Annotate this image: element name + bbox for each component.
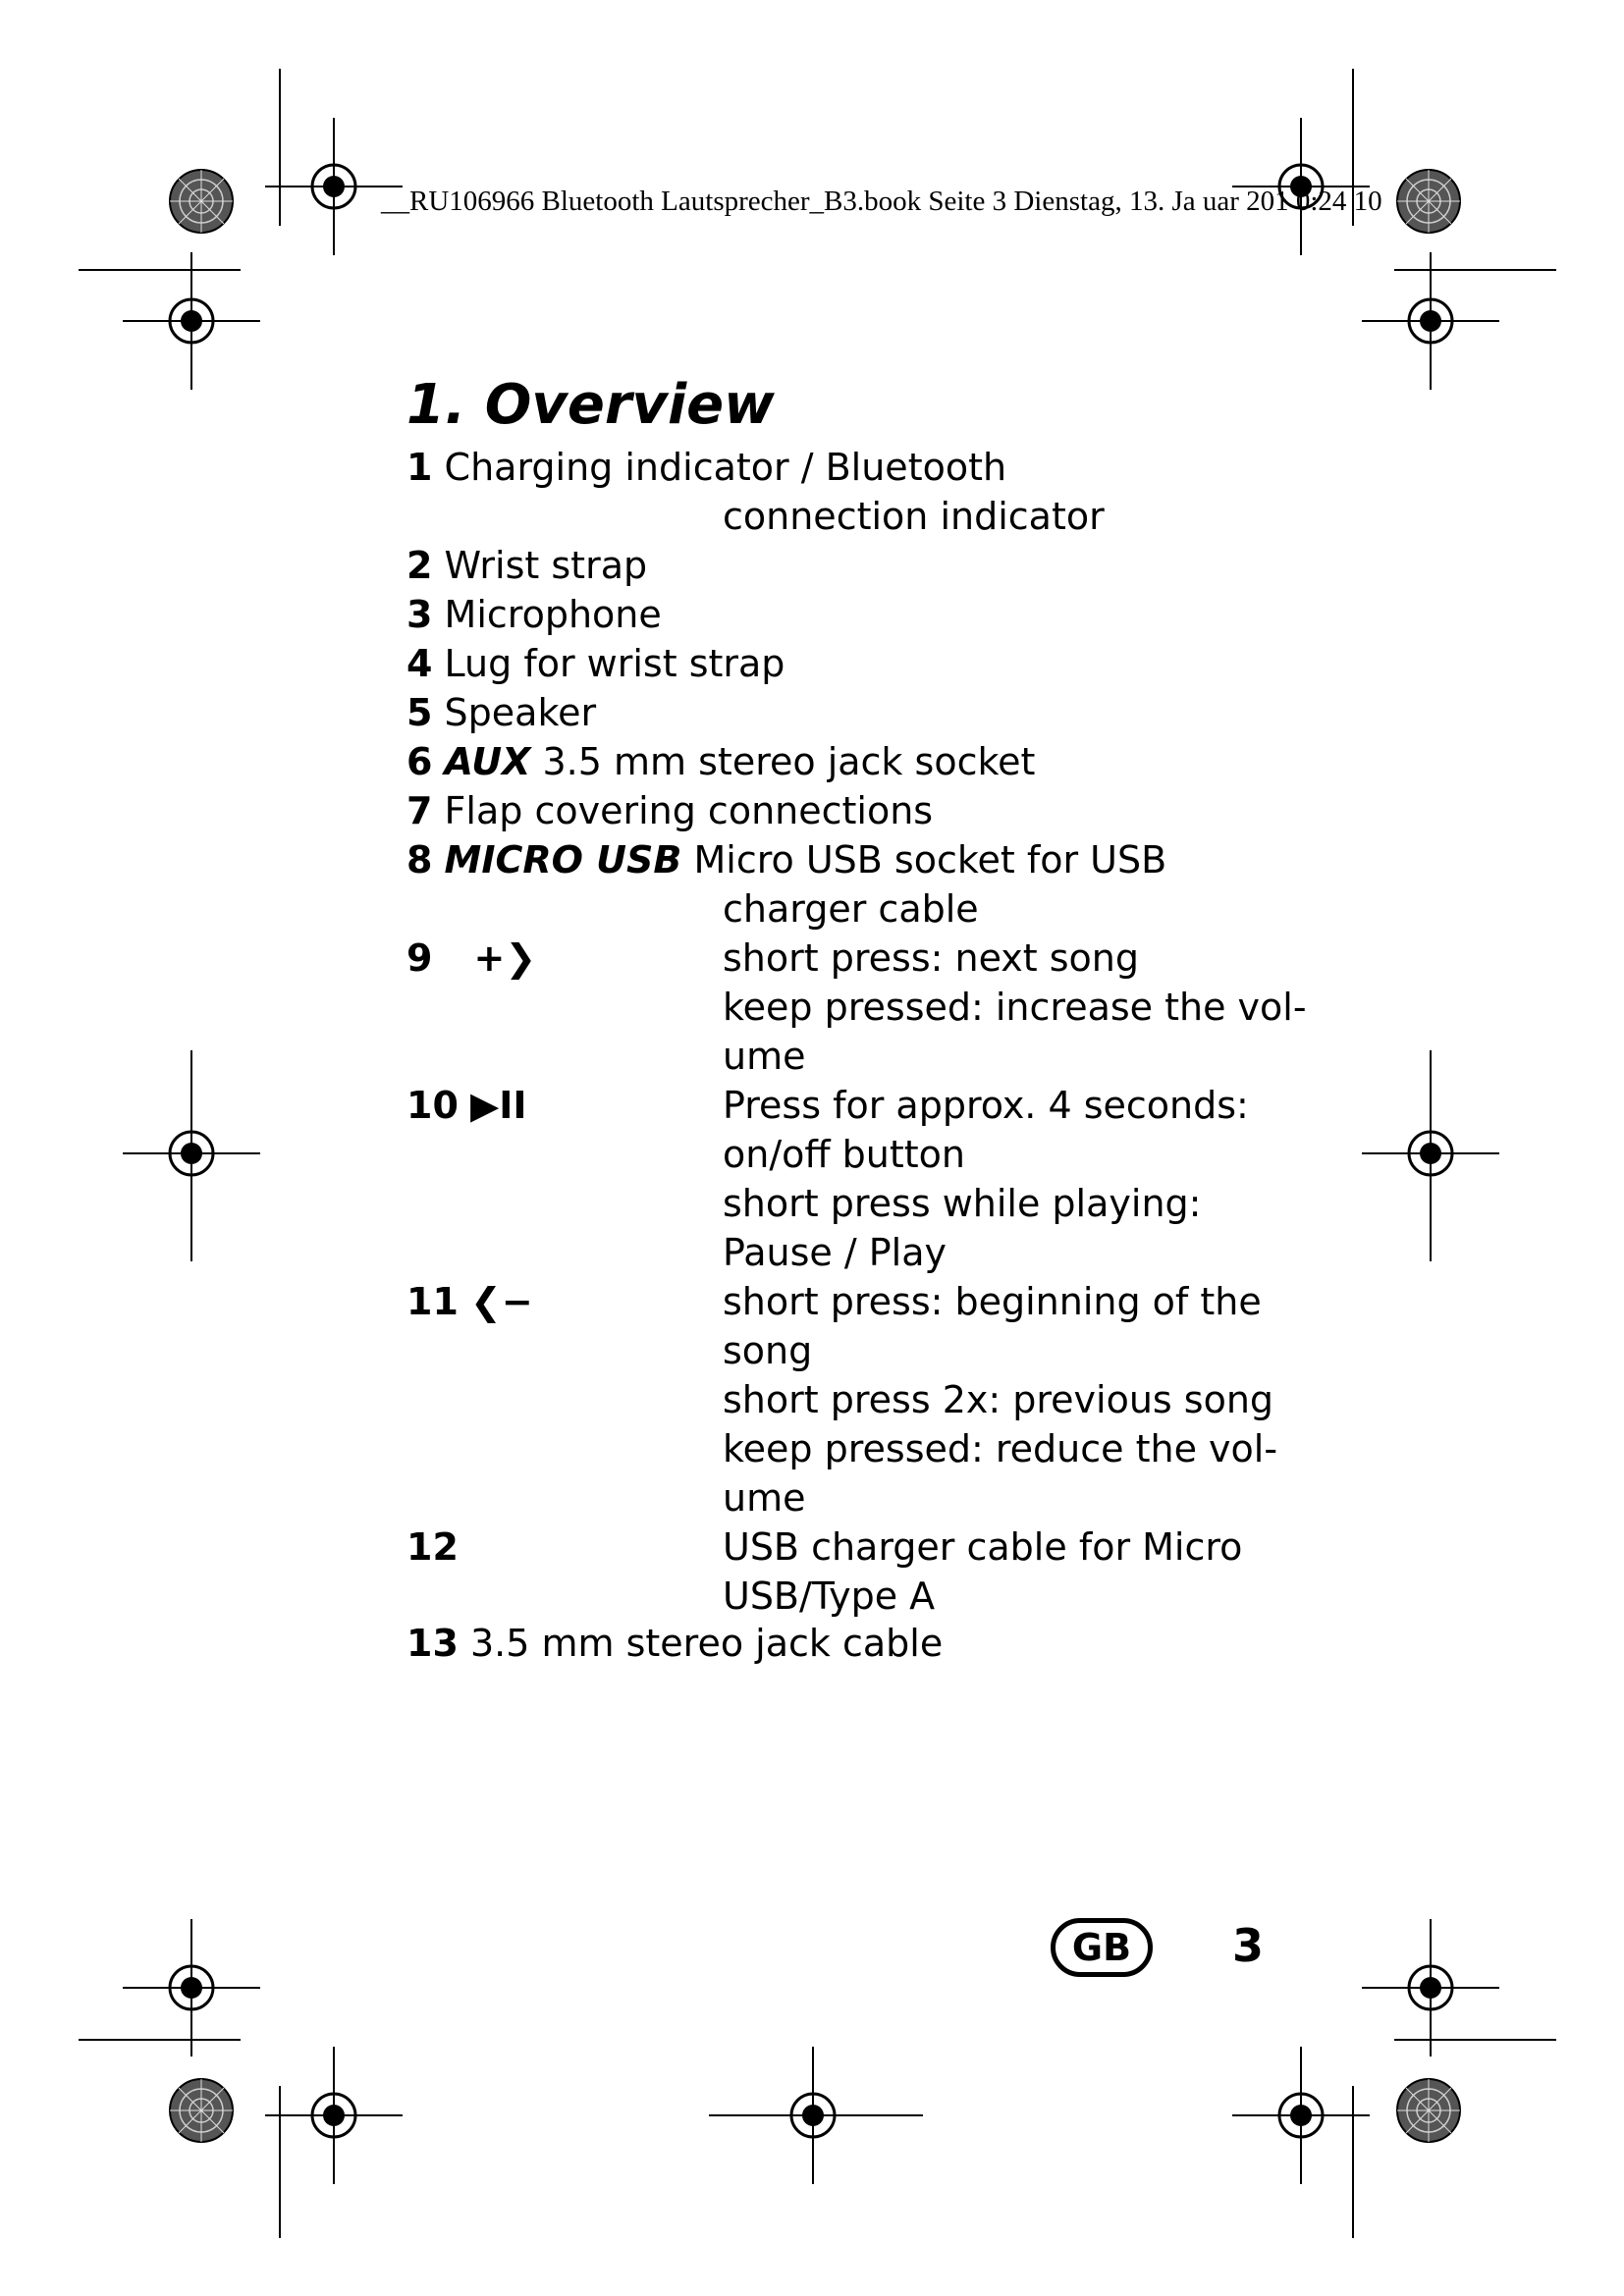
list-item-2 bbox=[406, 542, 647, 589]
item-text: Charging indicator / Bluetooth bbox=[444, 446, 1007, 489]
item-11-desc-2: song bbox=[723, 1329, 813, 1372]
item-text: Micro USB socket for USB bbox=[693, 838, 1167, 881]
item-number: 7 bbox=[406, 789, 433, 832]
list-item-7 bbox=[406, 787, 933, 834]
item-12-desc-2: USB/Type A bbox=[723, 1575, 936, 1618]
registration-mark-bottom-left-2 bbox=[265, 2047, 403, 2184]
item-text: 3.5 mm stereo jack socket bbox=[542, 740, 1036, 783]
list-item-1-continuation: connection indicator bbox=[723, 495, 1105, 538]
item-text: Wrist strap bbox=[444, 544, 648, 587]
plus-next-icon: +❯ bbox=[473, 936, 537, 980]
registration-star-top-left bbox=[170, 170, 233, 233]
page-number: 3 bbox=[1232, 1919, 1265, 1972]
item-11-desc-3: short press 2x: previous song bbox=[723, 1378, 1274, 1421]
list-item-13 bbox=[406, 1620, 943, 1667]
item-number: 5 bbox=[406, 691, 433, 734]
item-number: 1 bbox=[406, 446, 433, 489]
item-11-desc-5: ume bbox=[723, 1476, 806, 1520]
registration-mark-top-left-2 bbox=[123, 252, 260, 390]
item-11-desc-1: short press: beginning of the bbox=[723, 1280, 1262, 1323]
list-item-8-continuation: charger cable bbox=[723, 887, 979, 931]
item-10-desc-3: short press while playing: bbox=[723, 1182, 1202, 1225]
item-9-desc-1: short press: next song bbox=[723, 936, 1140, 980]
registration-mark-bottom-left bbox=[123, 1919, 260, 2056]
list-item-9 bbox=[406, 934, 536, 982]
item-number: 6 bbox=[406, 740, 433, 783]
item-10-desc-2: on/off button bbox=[723, 1133, 965, 1176]
list-item-12 bbox=[406, 1523, 459, 1571]
item-text: Microphone bbox=[444, 593, 662, 636]
print-slug-header: __RU106966 Bluetooth Lautsprecher_B3.book Seite 3 Dienstag, 13. Ja uar 201 0:24 10 bbox=[381, 186, 1382, 217]
item-number: 9 bbox=[406, 936, 433, 980]
play-pause-icon: ▶II bbox=[469, 1084, 527, 1127]
registration-star-bottom-left bbox=[170, 2079, 233, 2142]
list-item-5 bbox=[406, 689, 596, 736]
list-item-11 bbox=[406, 1278, 533, 1325]
registration-mark-bottom-right bbox=[1232, 2047, 1370, 2184]
item-9-desc-2: keep pressed: increase the vol- bbox=[723, 986, 1307, 1029]
list-item-3 bbox=[406, 591, 662, 638]
item-text: Flap covering connections bbox=[444, 789, 934, 832]
item-number: 12 bbox=[406, 1525, 459, 1569]
list-item-4 bbox=[406, 640, 785, 687]
item-number: 8 bbox=[406, 838, 433, 881]
item-10-desc-4: Pause / Play bbox=[723, 1231, 947, 1274]
item-number: 10 bbox=[406, 1084, 459, 1127]
item-number: 2 bbox=[406, 544, 433, 587]
item-number: 3 bbox=[406, 593, 433, 636]
item-12-desc-1: USB charger cable for Micro bbox=[723, 1525, 1243, 1569]
registration-star-bottom-right bbox=[1397, 2079, 1460, 2142]
registration-mark-top-right bbox=[1362, 252, 1499, 390]
item-number: 11 bbox=[406, 1280, 459, 1323]
list-item-1 bbox=[406, 444, 1006, 491]
list-item-6 bbox=[406, 738, 1035, 785]
page-title: 1. Overview bbox=[406, 373, 775, 437]
item-10-desc-1: Press for approx. 4 seconds: bbox=[723, 1084, 1249, 1127]
item-text: Speaker bbox=[444, 691, 597, 734]
item-text: Lug for wrist strap bbox=[444, 642, 785, 685]
list-item-10 bbox=[406, 1082, 527, 1129]
registration-mark-bottom-right-2 bbox=[1362, 1919, 1499, 2056]
item-11-desc-4: keep pressed: reduce the vol- bbox=[723, 1427, 1278, 1470]
item-key-label: AUX bbox=[444, 740, 531, 783]
item-number: 4 bbox=[406, 642, 433, 685]
item-9-desc-3: ume bbox=[723, 1035, 806, 1078]
list-item-8 bbox=[406, 836, 1166, 883]
previous-minus-icon: ❮− bbox=[469, 1280, 533, 1323]
language-badge: GB bbox=[1051, 1918, 1153, 1977]
item-key-label: MICRO USB bbox=[444, 838, 682, 881]
item-number: 13 bbox=[406, 1622, 459, 1665]
item-text: 3.5 mm stereo jack cable bbox=[469, 1622, 944, 1665]
